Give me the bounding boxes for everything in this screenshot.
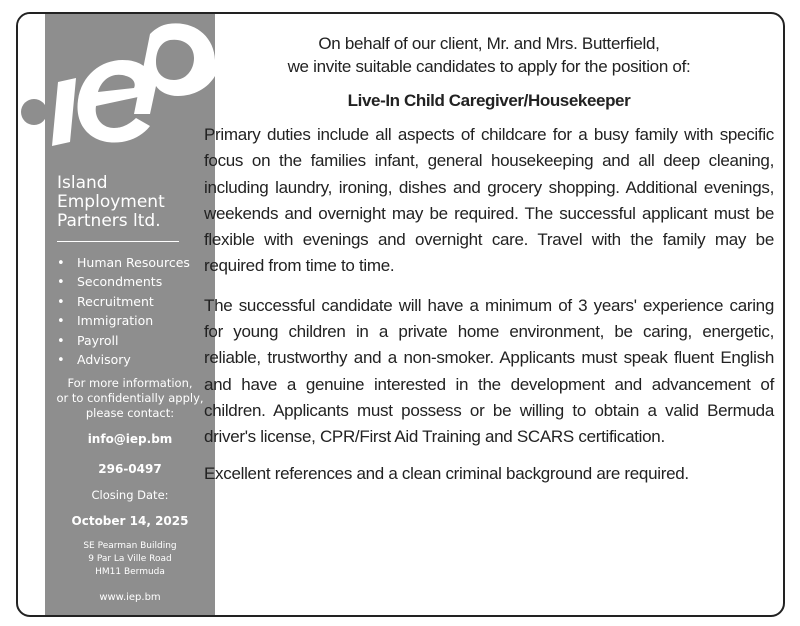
service-item: • Payroll: [57, 332, 190, 351]
company-name: Island Employment Partners ltd.: [57, 173, 165, 231]
references-paragraph: Excellent references and a clean criminal background are required.: [204, 463, 689, 483]
service-item: • Advisory: [57, 351, 190, 370]
closing-date-label: Closing Date:: [91, 488, 169, 502]
duties-paragraph: Primary duties include all aspects of childcare for a busy family with specific focus on the families infant, general housekeeping and all deep cleaning, including laundry, ironing, dishes and grocery shopping. Additional evenings, weekends and overnight may be required. The successful applicant must be flexible with evenings and overnight care. Travel with the family may be required from time to time.: [204, 125, 774, 276]
job-advertisement: [16, 12, 785, 617]
website-link[interactable]: www.iep.bm: [99, 592, 161, 603]
agency-sidebar: [45, 14, 215, 615]
intro-text: On behalf of our client, Mr. and Mrs. Butterfield, we invite suitable candidates to apply for the position of:: [287, 34, 691, 76]
advert-body: [204, 32, 774, 487]
service-item: • Secondments: [57, 273, 190, 292]
closing-date: October 14, 2025: [71, 514, 189, 528]
job-title: Live-In Child Caregiver/Housekeeper: [347, 91, 631, 110]
logo: [18, 14, 215, 164]
service-item: • Human Resources: [57, 254, 190, 273]
divider: [57, 241, 179, 242]
contact-phone[interactable]: 296-0497: [98, 462, 162, 476]
office-address: SE Pearman Building 9 Par La Ville Road HM11 Bermuda: [83, 541, 177, 577]
service-item: • Recruitment: [57, 293, 190, 312]
more-info-text: For more information, or to confidentially apply, please contact:: [56, 376, 204, 420]
services-list: [57, 254, 190, 370]
contact-email[interactable]: info@iep.bm: [87, 432, 173, 446]
requirements-paragraph: The successful candidate will have a minimum of 3 years' experience caring for young children in a private home environment, be caring, energetic, reliable, trustworthy and a non-smoker. Applicants must speak fluent English and have a genuine interested in the development and advancement of children. Applicants must possess or be willing to obtain a valid Bermuda driver's license, CPR/First Aid Training and SCARS certification.: [204, 295, 774, 447]
iep-logo-icon: [18, 14, 215, 164]
service-item: • Immigration: [57, 312, 190, 331]
